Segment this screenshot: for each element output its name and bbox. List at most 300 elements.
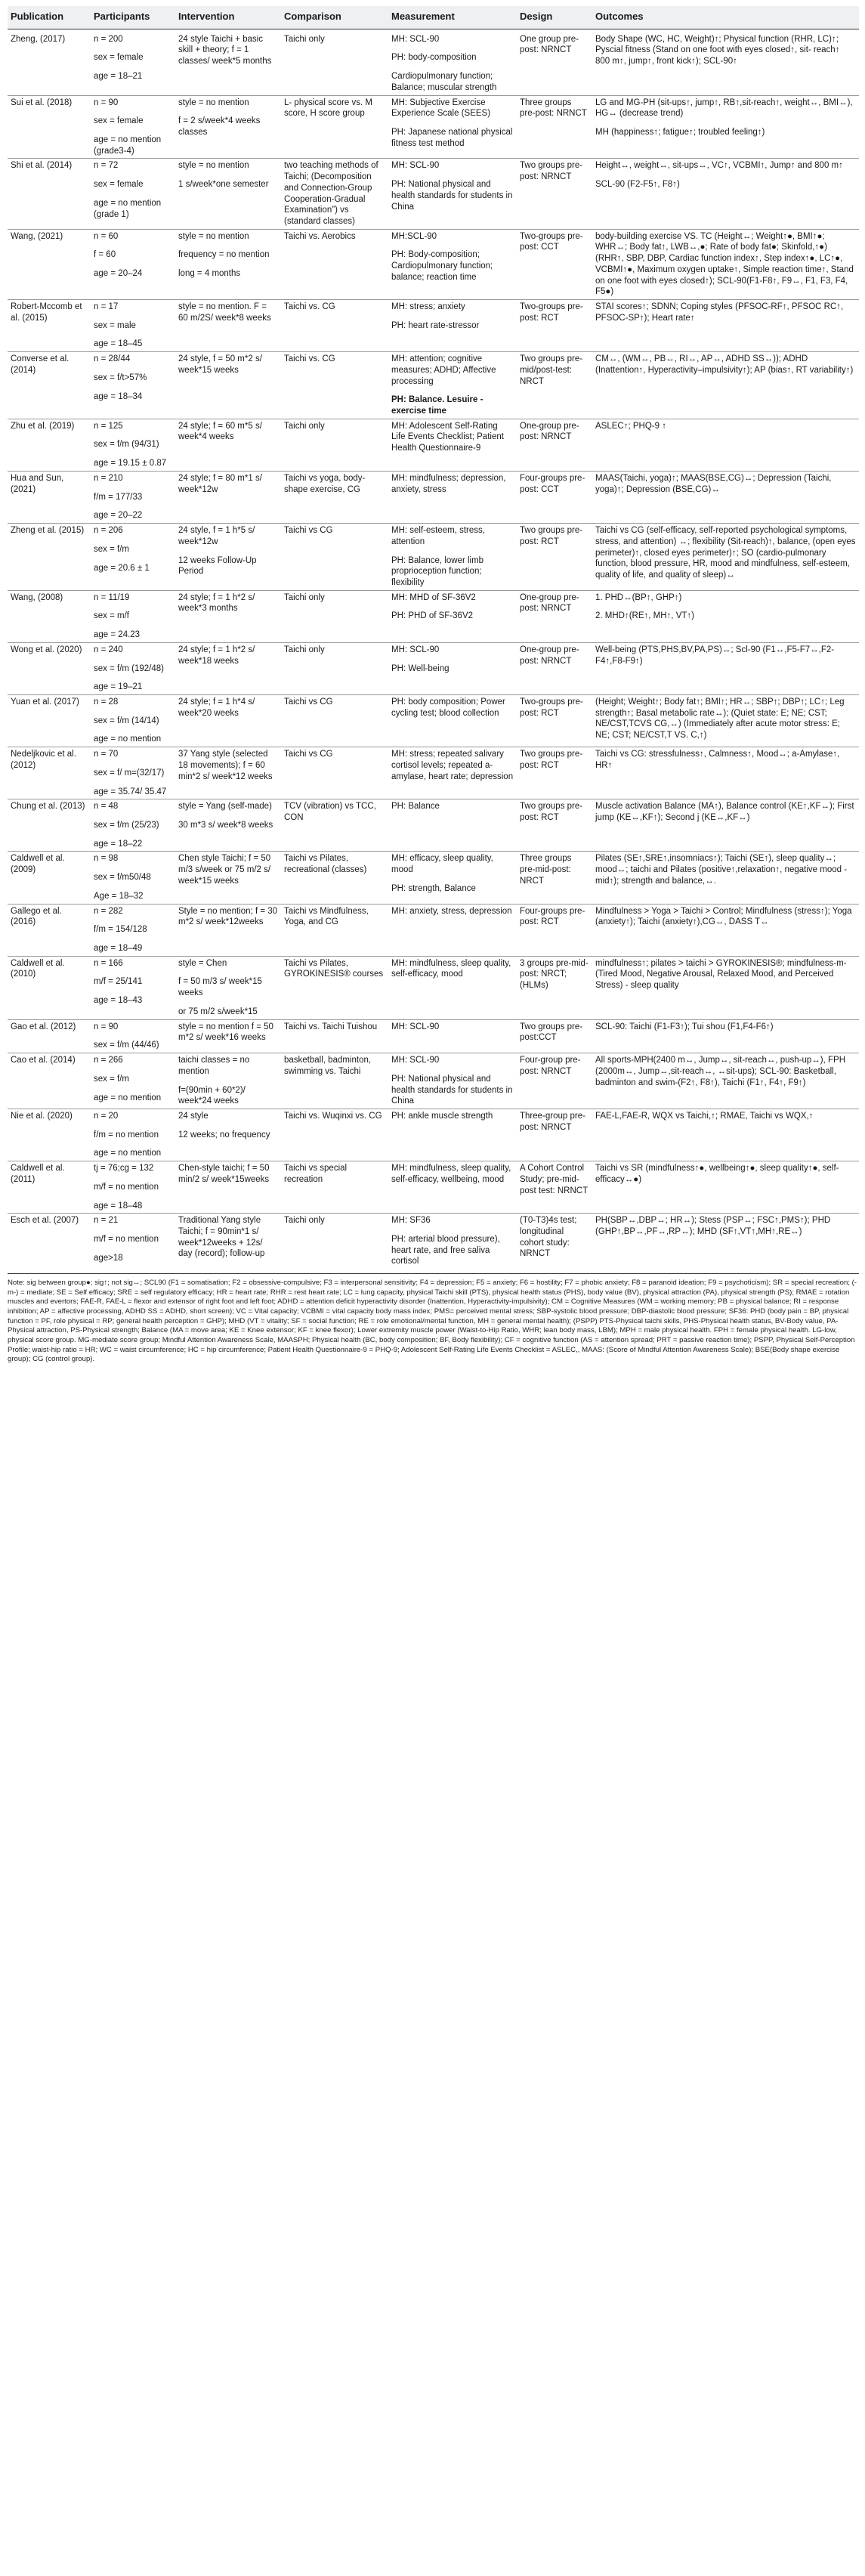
design-cell: Two-groups pre-post: RCT xyxy=(517,694,592,747)
comparison-cell: Taichi only xyxy=(281,419,388,471)
publication-cell: Robert-Mccomb et al. (2015) xyxy=(8,300,91,352)
participant-line: age = 18–49 xyxy=(94,944,143,954)
participant-line: sex = f/m50/48 xyxy=(94,873,151,883)
intervention-cell: Chen-style taichi; f = 50 min/2 s/ week*15weeks xyxy=(175,1161,281,1214)
participants-cell xyxy=(91,159,175,229)
participant-line: age = 18–43 xyxy=(94,996,143,1006)
cell-line: PH: Japanese national physical fitness test method xyxy=(391,127,513,148)
participant-line: n = 90 xyxy=(94,1022,119,1031)
participants-cell xyxy=(91,1214,175,1269)
table-row xyxy=(8,471,859,523)
cell-line: PH: Well-being xyxy=(391,663,449,673)
intervention-cell xyxy=(175,95,281,159)
participant-line: age = 19–21 xyxy=(94,682,143,692)
cell-line: 12 weeks; no frequency xyxy=(178,1130,270,1140)
publication-cell: Hua and Sun, (2021) xyxy=(8,471,91,523)
outcomes-cell: MAAS(Taichi, yoga)↑; MAAS(BSE,CG)↔; Depression (Taichi, yoga)↑; Depression (BSE,CG)↔ xyxy=(592,471,859,523)
comparison-cell: TCV (vibration) vs TCC, CON xyxy=(281,799,388,852)
participant-line: n = 11/19 xyxy=(94,592,130,602)
participant-line: sex = m/f xyxy=(94,611,129,621)
comparison-cell: Taichi vs special recreation xyxy=(281,1161,388,1214)
table-row xyxy=(8,1019,859,1053)
measurement-cell: MH: anxiety, stress, depression xyxy=(388,904,517,956)
comparison-cell: Taichi vs. CG xyxy=(281,352,388,419)
outcomes-cell: ASLEC↑; PHQ-9 ↑ xyxy=(592,419,859,471)
studies-table xyxy=(8,6,859,1269)
design-cell: One-group pre-post: NRNCT xyxy=(517,590,592,642)
cell-line: style = no mention xyxy=(178,97,249,107)
table-row xyxy=(8,352,859,419)
participant-line: Age = 18–32 xyxy=(94,891,144,901)
participant-line: n = 72 xyxy=(94,161,119,171)
measurement-cell: PH: ankle muscle strength xyxy=(388,1109,517,1161)
cell-line: taichi classes = no mention xyxy=(178,1056,250,1076)
outcomes-cell: Muscle activation Balance (MA↑), Balance control (KE↑,KF↔); First jump (KE↔,KF↑); Second j (KE↔,KF↔) xyxy=(592,799,859,852)
cell-line: MH: self-esteem, stress, attention xyxy=(391,526,485,546)
participant-line: age = 24.23 xyxy=(94,630,141,640)
design-cell: Three-group pre-post: NRNCT xyxy=(517,1109,592,1161)
publication-cell: Nie et al. (2020) xyxy=(8,1109,91,1161)
cell-line: MH: MHD of SF-36V2 xyxy=(391,592,476,602)
participant-line: n = 200 xyxy=(94,34,123,44)
cell-line: Cardiopulmonary function; Balance; muscular strength xyxy=(391,72,497,92)
measurement-cell: MH: mindfulness, sleep quality, self-efficacy, wellbeing, mood xyxy=(388,1161,517,1214)
participant-line: n = 206 xyxy=(94,526,123,536)
design-cell: One group pre-post: NRNCT xyxy=(517,29,592,95)
cell-line: PH: National physical and health standards for students in China xyxy=(391,1074,513,1106)
intervention-cell xyxy=(175,1109,281,1161)
measurement-cell xyxy=(388,300,517,352)
measurement-cell: MH: mindfulness, sleep quality, self-efficacy, mood xyxy=(388,956,517,1019)
cell-line: MH: Subjective Exercise Experience Scale (SEES) xyxy=(391,97,491,119)
intervention-cell: style = no mention. F = 60 m/2S/ week*8 weeks xyxy=(175,300,281,352)
comparison-cell: Taichi vs Pilates, GYROKINESIS® courses xyxy=(281,956,388,1019)
participant-line: age>18 xyxy=(94,1253,123,1263)
intervention-cell xyxy=(175,1053,281,1109)
column-header: Participants xyxy=(91,6,175,29)
participant-line: n = 28 xyxy=(94,697,119,707)
measurement-cell xyxy=(388,642,517,694)
participants-cell xyxy=(91,471,175,523)
table-row xyxy=(8,524,859,591)
publication-cell: Caldwell et al. (2010) xyxy=(8,956,91,1019)
publication-cell: Esch et al. (2007) xyxy=(8,1214,91,1269)
design-cell: A Cohort Control Study; pre-mid-post test: NRNCT xyxy=(517,1161,592,1214)
participants-cell xyxy=(91,904,175,956)
publication-cell: Wang, (2021) xyxy=(8,229,91,299)
participants-cell xyxy=(91,1109,175,1161)
participants-cell xyxy=(91,747,175,799)
table-row xyxy=(8,159,859,229)
participant-line: n = 125 xyxy=(94,421,123,431)
intervention-cell: 24 style, f = 50 m*2 s/ week*15 weeks xyxy=(175,352,281,419)
table-row xyxy=(8,1109,859,1161)
intervention-cell xyxy=(175,799,281,852)
cell-line: MH (happiness↑; fatigue↑; troubled feeling↑) xyxy=(595,127,765,137)
comparison-cell: basketball, badminton, swimming vs. Taichi xyxy=(281,1053,388,1109)
outcomes-cell: Well-being (PTS,PHS,BV,PA,PS)↔; Scl-90 (F1↔,F5-F7↔,F2-F4↑,F8-F9↑) xyxy=(592,642,859,694)
comparison-cell: Taichi vs Mindfulness, Yoga, and CG xyxy=(281,904,388,956)
participant-line: age = 20–22 xyxy=(94,511,143,521)
participant-line: n = 21 xyxy=(94,1216,119,1226)
participant-line: sex = f/m xyxy=(94,1074,129,1084)
publication-cell: Caldwell et al. (2009) xyxy=(8,852,91,904)
participant-line: age = 18–34 xyxy=(94,391,143,401)
participant-line: sex = female xyxy=(94,180,144,190)
intervention-cell: 24 style; f = 1 h*2 s/ week*3 months xyxy=(175,590,281,642)
intervention-cell: 24 style; f = 60 m*5 s/ week*4 weeks xyxy=(175,419,281,471)
outcomes-cell xyxy=(592,590,859,642)
cell-line: SCL-90 (F2-F5↑, F8↑) xyxy=(595,180,680,190)
cell-line: style = Chen xyxy=(178,958,227,968)
design-cell: Two groups pre-post: RCT xyxy=(517,524,592,591)
publication-cell: Converse et al. (2014) xyxy=(8,352,91,419)
cell-line: PH: PHD of SF-36V2 xyxy=(391,611,474,621)
outcomes-cell: PH(SBP↔,DBP↔; HR↔); Stess (PSP↔; FSC↑,PMS↑); PHD (GHP↑,BP↔,PF↔,RP↔); MHD (SF↑,VT↑,MH↑,RE↔) xyxy=(592,1214,859,1269)
cell-line: f = 2 s/week*4 weeks classes xyxy=(178,116,261,137)
design-cell: Two-groups pre-post: CCT xyxy=(517,229,592,299)
participant-line: age = 18–48 xyxy=(94,1201,143,1211)
design-cell: Two groups pre-mid/post-test: NRCT xyxy=(517,352,592,419)
publication-cell: Zhu et al. (2019) xyxy=(8,419,91,471)
participant-line: sex = f/ m=(32/17) xyxy=(94,768,165,778)
design-cell: Four-groups pre-post: RCT xyxy=(517,904,592,956)
outcomes-cell: All sports-MPH(2400 m↔, Jump↔, sit-reach↔, push-up↔), FPH (2000m↔, Jump↔,sit-reach↔, ↔sit-ups); SCL-90: Basketball, badminton and swim-(F2↑, F8↑), Taichi (F1↑, F4↑, F9↑) xyxy=(592,1053,859,1109)
participant-line: n = 48 xyxy=(94,802,119,812)
measurement-cell xyxy=(388,352,517,419)
outcomes-cell: CM↔, (WM↔, PB↔, RI↔, AP↔, ADHD SS↔)); ADHD (Inattention↑, Hyperactivity–impulsivity↑); AP (bias↑, RT variability↑) xyxy=(592,352,859,419)
cell-line: MH:SCL-90 xyxy=(391,231,437,241)
participant-line: f/m = 154/128 xyxy=(94,925,147,935)
participants-cell xyxy=(91,1053,175,1109)
publication-cell: Wong et al. (2020) xyxy=(8,642,91,694)
participant-line: n = 60 xyxy=(94,231,119,241)
measurement-cell: PH: Balance xyxy=(388,799,517,852)
comparison-cell: Taichi vs. Aerobics xyxy=(281,229,388,299)
cell-line: PH: Body-composition; Cardiopulmonary function; balance; reaction time xyxy=(391,250,493,282)
table-row xyxy=(8,229,859,299)
cell-line: long = 4 months xyxy=(178,269,241,279)
column-header: Publication xyxy=(8,6,91,29)
participant-line: sex = f/t>57% xyxy=(94,373,147,382)
participant-line: n = 90 xyxy=(94,97,119,107)
cell-line: f=(90min + 60*2)/ week*24 weeks xyxy=(178,1085,246,1106)
cell-line: 1. PHD↔(BP↑, GHP↑) xyxy=(595,592,682,602)
table-row xyxy=(8,1161,859,1214)
outcomes-cell: STAI scores↑; SDNN; Coping styles (PFSOC-RF↑, PFSOC RC↑, PFSOC-SP↑); Heart rate↑ xyxy=(592,300,859,352)
intervention-cell: style = no mention f = 50 m*2 s/ week*16 weeks xyxy=(175,1019,281,1053)
publication-cell: Shi et al. (2014) xyxy=(8,159,91,229)
intervention-cell: Traditional Yang style Taichi; f = 90min*1 s/ week*12weeks + 12s/ day (record); follow-up xyxy=(175,1214,281,1269)
table-footnote: Note: sig between group●; sig↑; not sig↔; SCL90 (F1 = somatisation; F2 = obsessive-compulsive; F3 = interpersonal sensitivity; F4 = depression; F5 = anxiety; F6 = hostility; F7 = phobic anxiety; F8 = paranoid ideation; F9 = psychoticism); SR = special recreation; (-m-) = mediate; SE = Self efficacy; SRE = self regulatory efficacy; HR = heart rate; RHR = rest heart rate; LC = lung capacity, physical Taichi skill (PTS), physical health status (PHS), body value (BV), physical attraction (PA), physical strength (PS); RMAE = rotation muscles and evertors; FAE-R, FAE-L = flexor and extensor of right foot and left foot; ADHD = attention deficit hyperactivity disorder (Inattention, Hyperactivity-impulsivity); CM = Cognitive Measures (WM = working memory; PB = physical balance; RI = response inhibition; AP = affective processing, ADHD SS = ADHD, short screen); VC = Vital capacity; VCBMI = vital capacity body mass index; PMS= perceived mental stress; SBP-systolic blood pressure; DBP-diastolic blood pressure; SF36: PHD (body pain = BP, physical function = PF, role physical = RP; general health perception = GHP); MHD (VT = vitality; SF = social function; RE = role emotional/mental function, MH = general mental health); (PSPP) PTS-Physical taichi skills, PHS-Physical health status, BV-Body value, PA-Physical attraction, PS-Physical strength; Balance (MA = move area; KE = Knee extensor; KF = knee flexor); Lower extremity muscle power (Waist-to-Hip Ratio, WHR; lean body mass, LBM); MPH = male physical health. FPH = female physical health. LG-low, physical score group. MG-mediate score group; Mindful Attention Awareness Scale, MAASPH; Physical health (BC, body composition; BF, Body flexibility); CF = cognitive function (AS = attention spread; PRT = passive reaction time); PSPP, Physical Self-Perception Profile; waist-hip ratio = HR; WC = waist circumference; HC = hip circumference; Patient Health Questionnaire-9 = PHQ-9; Adolescent Self-Rating Life Events Checklist = ASLEC,, MAAS: (Score of Mindful Attention Awareness Scale); BSE(Body shape exercise group); CG (control group). xyxy=(8,1273,859,1365)
comparison-cell: Taichi only xyxy=(281,642,388,694)
measurement-cell xyxy=(388,29,517,95)
participant-line: n = 28/44 xyxy=(94,354,131,364)
comparison-cell: Taichi vs. Taichi Tuishou xyxy=(281,1019,388,1053)
design-cell: 3 groups pre-mid-post: NRCT; (HLMs) xyxy=(517,956,592,1019)
participant-line: age = no mention (grade3-4) xyxy=(94,135,162,156)
publication-cell: Chung et al. (2013) xyxy=(8,799,91,852)
cell-line: MH: SF36 xyxy=(391,1216,431,1226)
design-cell: One-group pre-post: NRNCT xyxy=(517,642,592,694)
participant-line: f = 60 xyxy=(94,250,116,260)
intervention-cell xyxy=(175,159,281,229)
column-header: Outcomes xyxy=(592,6,859,29)
participant-line: age = 18–21 xyxy=(94,72,143,82)
participant-line: sex = f/m (44/46) xyxy=(94,1041,159,1050)
cell-line: f = 50 m/3 s/ week*15 weeks xyxy=(178,977,262,998)
comparison-cell: Taichi vs. Wuqinxi vs. CG xyxy=(281,1109,388,1161)
measurement-cell xyxy=(388,229,517,299)
design-cell: (T0-T3)4s test; longitudinal cohort study: NRNCT xyxy=(517,1214,592,1269)
table-row xyxy=(8,95,859,159)
cell-line: frequency = no mention xyxy=(178,250,270,260)
participant-line: sex = f/m (94/31) xyxy=(94,440,159,450)
outcomes-cell: FAE-L,FAE-R, WQX vs Taichi,↑; RMAE, Taichi vs WQX,↑ xyxy=(592,1109,859,1161)
design-cell: Three groups pre-mid-post: NRCT xyxy=(517,852,592,904)
outcomes-cell: mindfulness↑; pilates > taichi > GYROKINESIS®; mindfulness-m-(Tired Mood, Negative Arousal, Relaxed Mood, and Perceived Stress) - sleep quality xyxy=(592,956,859,1019)
design-cell: Three groups pre-post: NRNCT xyxy=(517,95,592,159)
participants-cell xyxy=(91,419,175,471)
design-cell: Two groups pre-post: RCT xyxy=(517,747,592,799)
comparison-cell: Taichi vs CG xyxy=(281,747,388,799)
table-row xyxy=(8,956,859,1019)
measurement-cell: PH: body composition; Power cycling test; blood collection xyxy=(388,694,517,747)
cell-line: 24 style, f = 1 h*5 s/ week*12w xyxy=(178,526,255,546)
table-row xyxy=(8,1053,859,1109)
publication-cell: Gallego et al. (2016) xyxy=(8,904,91,956)
participant-line: sex = f/m (14/14) xyxy=(94,716,159,725)
measurement-cell xyxy=(388,524,517,591)
cell-line: PH: National physical and health standards for students in China xyxy=(391,180,513,212)
participant-line: m/f = 25/141 xyxy=(94,977,143,987)
measurement-cell: MH: SCL-90 xyxy=(388,1019,517,1053)
cell-line: PH: Balance. Lesuire -exercise time xyxy=(391,395,483,416)
participants-cell xyxy=(91,229,175,299)
participants-cell xyxy=(91,590,175,642)
outcomes-cell: Mindfulness > Yoga > Taichi > Control; Mindfulness (stress↑); Yoga (anxiety↑); Taichi (anxiety↑),CG↔, DASS T↔ xyxy=(592,904,859,956)
outcomes-cell xyxy=(592,95,859,159)
participants-cell xyxy=(91,1161,175,1214)
comparison-cell: Taichi vs CG xyxy=(281,694,388,747)
participant-line: age = no mention xyxy=(94,1093,162,1102)
table-body xyxy=(8,29,859,1269)
participant-line: n = 266 xyxy=(94,1056,123,1065)
comparison-cell: Taichi only xyxy=(281,1214,388,1269)
design-cell: Two groups pre-post:CCT xyxy=(517,1019,592,1053)
publication-cell: Cao et al. (2014) xyxy=(8,1053,91,1109)
participant-line: age = 19.15 ± 0.87 xyxy=(94,459,167,469)
intervention-cell: Chen style Taichi; f = 50 m/3 s/week or 75 m/2 s/ week*15 weeks xyxy=(175,852,281,904)
table-row xyxy=(8,799,859,852)
comparison-cell: Taichi vs CG xyxy=(281,524,388,591)
table-row xyxy=(8,642,859,694)
outcomes-cell: SCL-90: Taichi (F1-F3↑); Tui shou (F1,F4-F6↑) xyxy=(592,1019,859,1053)
participants-cell xyxy=(91,352,175,419)
participants-cell xyxy=(91,300,175,352)
column-header: Measurement xyxy=(388,6,517,29)
design-cell: Two-groups pre-post: RCT xyxy=(517,300,592,352)
cell-line: PH: strength, Balance xyxy=(391,883,476,893)
table-row xyxy=(8,694,859,747)
participant-line: age = no mention xyxy=(94,734,162,744)
cell-line: MH: efficacy, sleep quality, mood xyxy=(391,854,493,875)
outcomes-cell: Taichi vs CG: stressfulness↑, Calmness↑, Mood↔; a-Amylase↑, HR↑ xyxy=(592,747,859,799)
participant-line: age = no mention (grade 1) xyxy=(94,198,162,219)
participant-line: age = no mention xyxy=(94,1149,162,1158)
outcomes-cell xyxy=(592,159,859,229)
measurement-cell xyxy=(388,852,517,904)
participants-cell xyxy=(91,799,175,852)
measurement-cell: MH: Adolescent Self-Rating Life Events Checklist; Patient Health Questionnaire-9 xyxy=(388,419,517,471)
participant-line: sex = f/m xyxy=(94,544,129,554)
measurement-cell xyxy=(388,590,517,642)
measurement-cell xyxy=(388,1214,517,1269)
cell-line: MH: SCL-90 xyxy=(391,645,440,654)
column-header: Design xyxy=(517,6,592,29)
publication-cell: Zheng et al. (2015) xyxy=(8,524,91,591)
outcomes-cell: body-building exercise VS. TC (Height↔; Weight↑●, BMI↑●; WHR↔; Body fat↑, LWB↔,●; Rate of body fat●; Skinfold,↑●) (RHR↑, SBP, DBP, Cardiac function index↑, Step index↑●, LC↑●, VCBMI↑●, Maximum oxygen uptake↑, Simple reaction time↑, Stand on one foot with eyes closed↑); SCL-90(F1-F8↑, F9↔, F1, F3, F4, F5●) xyxy=(592,229,859,299)
cell-line: or 75 m/2 s/week*15 xyxy=(178,1007,258,1016)
cell-line: style = Yang (self-made) xyxy=(178,802,272,812)
participant-line: f/m = 177/33 xyxy=(94,492,143,502)
comparison-cell: Taichi vs. CG xyxy=(281,300,388,352)
table-header xyxy=(8,6,859,29)
participant-line: n = 240 xyxy=(94,645,123,654)
outcomes-cell: Taichi vs CG (self-efficacy, self-reported psychological symptoms, stress, and attention) ↔; flexibility (Sit-reach)↑, balance, (open eyes perimeter)↑, closed eyes perimeter)↑; SO (cardio-pulmonary function, blood pressure, HR, mood and mindfulness, self-esteem, quality of life, and quality of sleep)↔ xyxy=(592,524,859,591)
table-row xyxy=(8,852,859,904)
comparison-cell: Taichi only xyxy=(281,29,388,95)
cell-line: MH: SCL-90 xyxy=(391,1056,440,1065)
cell-line: MH: stress; anxiety xyxy=(391,302,465,311)
table-row xyxy=(8,590,859,642)
intervention-cell: 37 Yang style (selected 18 movements); f = 60 min*2 s/ week*12 weeks xyxy=(175,747,281,799)
table-row xyxy=(8,1214,859,1269)
participant-line: age = 18–45 xyxy=(94,339,143,349)
participants-cell xyxy=(91,852,175,904)
intervention-cell: 24 style; f = 1 h*2 s/ week*18 weeks xyxy=(175,642,281,694)
intervention-cell xyxy=(175,524,281,591)
table-row xyxy=(8,419,859,471)
participants-cell xyxy=(91,642,175,694)
comparison-cell: L- physical score vs. M score, H score group xyxy=(281,95,388,159)
participant-line: tj = 76;cg = 132 xyxy=(94,1164,154,1174)
design-cell: Two groups pre-post: NRNCT xyxy=(517,159,592,229)
cell-line: PH: Balance, lower limb proprioception function; flexibility xyxy=(391,555,484,587)
cell-line: PH: heart rate-stressor xyxy=(391,320,480,330)
publication-cell: Sui et al. (2018) xyxy=(8,95,91,159)
outcomes-cell: Body Shape (WC, HC, Weight)↑; Physical function (RHR, LC)↑; Pyscial fitness (Stand on one foot with eyes closed↑, sit- reach↑ 800 m↑, jump↑, front kick↑); SCL-90↑ xyxy=(592,29,859,95)
cell-line: 30 m*3 s/ week*8 weeks xyxy=(178,821,273,830)
cell-line: Height↔, weight↔, sit-ups↔, VC↑, VCBMI↑, Jump↑ and 800 m↑ xyxy=(595,161,843,171)
participant-line: n = 20 xyxy=(94,1111,119,1121)
participant-line: age = 35.74/ 35.47 xyxy=(94,787,167,796)
cell-line: MH: SCL-90 xyxy=(391,161,440,171)
comparison-cell: Taichi only xyxy=(281,590,388,642)
outcomes-cell: Pilates (SE↑,SRE↑,insomniacs↑); Taichi (SE↑), sleep quality↔; mood↔; taichi and Pilates (positive↑,relaxation↑, negative mood -mid↑); strength and balance,↔. xyxy=(592,852,859,904)
participant-line: n = 166 xyxy=(94,958,123,968)
participants-cell xyxy=(91,694,175,747)
participant-line: sex = f/m (25/23) xyxy=(94,821,159,830)
cell-line: 1 s/week*one semester xyxy=(178,180,269,190)
participant-line: sex = male xyxy=(94,320,136,330)
participant-line: n = 210 xyxy=(94,473,123,483)
measurement-cell: MH: mindfulness; depression, anxiety, stress xyxy=(388,471,517,523)
comparison-cell: Taichi vs Pilates, recreational (classes) xyxy=(281,852,388,904)
measurement-cell xyxy=(388,95,517,159)
outcomes-cell: Taichi vs SR (mindfulness↑●, wellbeing↑●, sleep quality↑●, self-efficacy↔●) xyxy=(592,1161,859,1214)
cell-line: 12 weeks Follow-Up Period xyxy=(178,555,257,577)
intervention-cell: 24 style; f = 1 h*4 s/ week*20 weeks xyxy=(175,694,281,747)
participants-cell xyxy=(91,956,175,1019)
cell-line: style = no mention xyxy=(178,231,249,241)
participant-line: n = 17 xyxy=(94,302,119,311)
participant-line: age = 20.6 ± 1 xyxy=(94,563,150,573)
participant-line: age = 18–22 xyxy=(94,839,143,849)
design-cell: Four-groups pre-post: CCT xyxy=(517,471,592,523)
measurement-cell xyxy=(388,159,517,229)
publication-cell: Caldwell et al. (2011) xyxy=(8,1161,91,1214)
intervention-cell: Style = no mention; f = 30 m*2 s/ week*12weeks xyxy=(175,904,281,956)
publication-cell: Zheng, (2017) xyxy=(8,29,91,95)
participants-cell xyxy=(91,29,175,95)
participant-line: sex = female xyxy=(94,53,144,63)
participant-line: sex = f/m (192/48) xyxy=(94,663,164,673)
table-row xyxy=(8,29,859,95)
participant-line: sex = female xyxy=(94,116,144,126)
publication-cell: Yuan et al. (2017) xyxy=(8,694,91,747)
participant-line: m/f = no mention xyxy=(94,1182,159,1192)
design-cell: Four-group pre-post: NRNCT xyxy=(517,1053,592,1109)
design-cell: One-group pre-post: NRNCT xyxy=(517,419,592,471)
table-row xyxy=(8,300,859,352)
cell-line: 2. MHD↑(RE↑, MH↑, VT↑) xyxy=(595,611,694,621)
intervention-cell xyxy=(175,229,281,299)
comparison-cell: two teaching methods of Taichi; (Decomposition and Connection-Group Cooperation-Gradual Examination”) vs (standard classes) xyxy=(281,159,388,229)
measurement-cell xyxy=(388,1053,517,1109)
column-header: Comparison xyxy=(281,6,388,29)
participant-line: f/m = no mention xyxy=(94,1130,159,1140)
participant-line: age = 20–24 xyxy=(94,269,143,279)
participants-cell xyxy=(91,524,175,591)
design-cell: Two groups pre-post: RCT xyxy=(517,799,592,852)
publication-cell: Wang, (2008) xyxy=(8,590,91,642)
table-row xyxy=(8,747,859,799)
intervention-cell xyxy=(175,956,281,1019)
participant-line: n = 70 xyxy=(94,750,119,759)
publication-cell: Gao et al. (2012) xyxy=(8,1019,91,1053)
cell-line: MH: SCL-90 xyxy=(391,34,440,44)
cell-line: PH: body-composition xyxy=(391,53,477,63)
cell-line: MH: attention; cognitive measures; ADHD; Affective processing xyxy=(391,354,496,386)
cell-line: 24 style xyxy=(178,1111,209,1121)
measurement-cell: MH: stress; repeated salivary cortisol levels; repeated a-amylase, heart rate; depression xyxy=(388,747,517,799)
participants-cell xyxy=(91,95,175,159)
comparison-cell: Taichi vs yoga, body-shape exercise, CG xyxy=(281,471,388,523)
cell-line: LG and MG-PH (sit-ups↑, jump↑, RB↑,sit-reach↑, weight↔, BMI↔), HG↔ (decrease trend) xyxy=(595,97,853,119)
cell-line: PH: arterial blood pressure), heart rate, and free saliva cortisol xyxy=(391,1234,500,1266)
table-row xyxy=(8,904,859,956)
outcomes-cell: (Height; Weight↑; Body fat↑; BMI↑; HR↔; SBP↑; DBP↑; LC↑; Leg strength↑; Basal metabolic rate↔); (Quiet state: E; NE; CST; NE/CST,TCVS CG,↔) (Immediately after acute motor stress: E; NE; CST; NE/CST,T VS. C,↑) xyxy=(592,694,859,747)
cell-line: style = no mention xyxy=(178,161,249,171)
participants-cell xyxy=(91,1019,175,1053)
participant-line: n = 282 xyxy=(94,906,123,916)
participant-line: m/f = no mention xyxy=(94,1234,159,1244)
publication-cell: Nedeljkovic et al. (2012) xyxy=(8,747,91,799)
participant-line: n = 98 xyxy=(94,854,119,864)
column-header: Intervention xyxy=(175,6,281,29)
intervention-cell: 24 style; f = 80 m*1 s/ week*12w xyxy=(175,471,281,523)
